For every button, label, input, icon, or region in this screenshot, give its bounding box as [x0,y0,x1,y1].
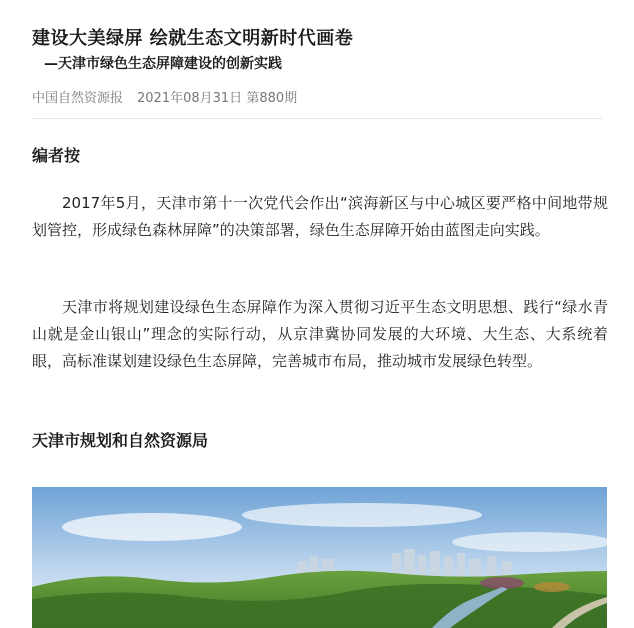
article-title: 建设大美绿屏 绘就生态文明新时代画卷 [32,28,354,49]
article-meta [32,87,297,106]
article-subtitle: —天津市绿色生态屏障建设的创新实践 [44,56,282,72]
editor-note-heading: 编者按 [32,146,81,165]
cloud [452,532,607,552]
cloud [242,503,482,527]
divider [32,118,602,119]
editor-note-paragraph-1: 2017年5月，天津市第十一次党代会作出“滨海新区与中心城区要严格中间地带规划管控，形成绿色森林屏障”的决策部署，绿色生态屏障开始由蓝图走向实践。 [32,194,608,239]
shrub [534,582,570,592]
editor-note-paragraph-2: 天津市将规划建设绿色生态屏障作为深入贯彻习近平生态文明思想、践行“绿水青山就是金山银山”理念的实际行动，从京津冀协同发展的大环境、大生态、大系统着眼，高标准谋划建设绿色生态屏障，完善城市布局，推动城市发展绿色转型。 [32,298,608,370]
article-source[interactable]: 中国自然资源报 [32,91,124,106]
cloud [62,513,242,541]
author-heading: 天津市规划和自然资源局 [32,431,209,450]
article-date: 2021年08月31日 第880期 [137,91,298,106]
article-photo [32,487,607,628]
